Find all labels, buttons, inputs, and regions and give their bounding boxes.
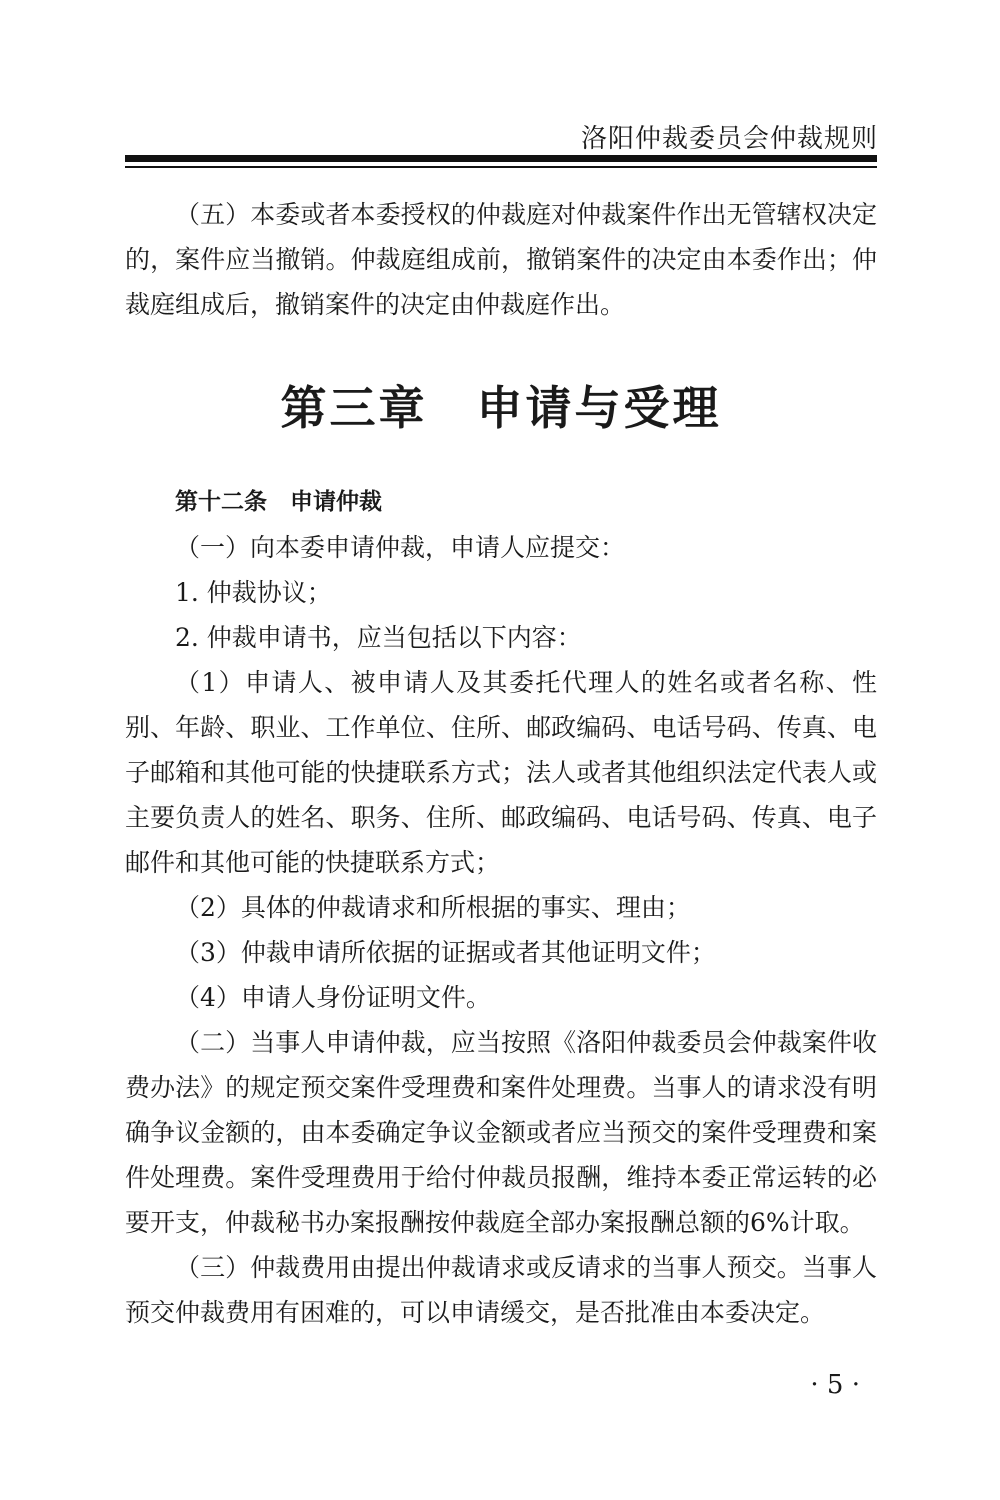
header-rule-thick [125, 155, 877, 162]
intro-section [125, 192, 877, 327]
chapter-title: 第三章 申请与受理 [280, 381, 722, 435]
article-paragraph: （4）申请人身份证明文件。 [175, 983, 491, 1012]
article-paragraph: 1. 仲裁协议； [175, 578, 332, 607]
article-paragraph: （三）仲裁费用由提出仲裁请求或反请求的当事人预交。当事人预交仲裁费用有困难的，可以申请缓交，是否批准由本委决定。 [125, 1253, 877, 1327]
article-paragraph: （1）申请人、被申请人及其委托代理人的姓名或者名称、性别、年龄、职业、工作单位、住所、邮政编码、电话号码、传真、电子邮箱和其他可能的快捷联系方式；法人或者其他组织法定代表人或主要负责人的姓名、职务、住所、邮政编码、电话号码、传真、电子邮件和其他可能的快捷联系方式； [125, 668, 877, 877]
header-rule-thin [125, 166, 877, 168]
article-paragraph: （3）仲裁申请所依据的证据或者其他证明文件； [175, 938, 716, 967]
article-paragraph: （二）当事人申请仲裁，应当按照《洛阳仲裁委员会仲裁案件收费办法》的规定预交案件受理费和案件处理费。当事人的请求没有明确争议金额的，由本委确定争议金额或者应当预交的案件受理费和案件处理费。案件受理费用于给付仲裁员报酬，维持本委正常运转的必要开支，仲裁秘书办案报酬按仲裁庭全部办案报酬总额的6%计取。 [125, 1028, 877, 1237]
page-number: · 5 · [810, 1370, 860, 1400]
article-paragraph: 2. 仲裁申请书，应当包括以下内容： [175, 623, 582, 652]
article-paragraph: （一）向本委申请仲裁，申请人应提交： [175, 533, 626, 562]
article-heading: 第十二条 申请仲裁 [175, 489, 382, 515]
running-header: 洛阳仲裁委员会仲裁规则 [580, 124, 878, 154]
article-section [125, 480, 877, 1335]
intro-paragraph: （五）本委或者本委授权的仲裁庭对仲裁案件作出无管辖权决定的，案件应当撤销。仲裁庭组成前，撤销案件的决定由本委作出；仲裁庭组成后，撤销案件的决定由仲裁庭作出。 [125, 200, 877, 319]
article-paragraph: （2）具体的仲裁请求和所根据的事实、理由； [175, 893, 691, 922]
